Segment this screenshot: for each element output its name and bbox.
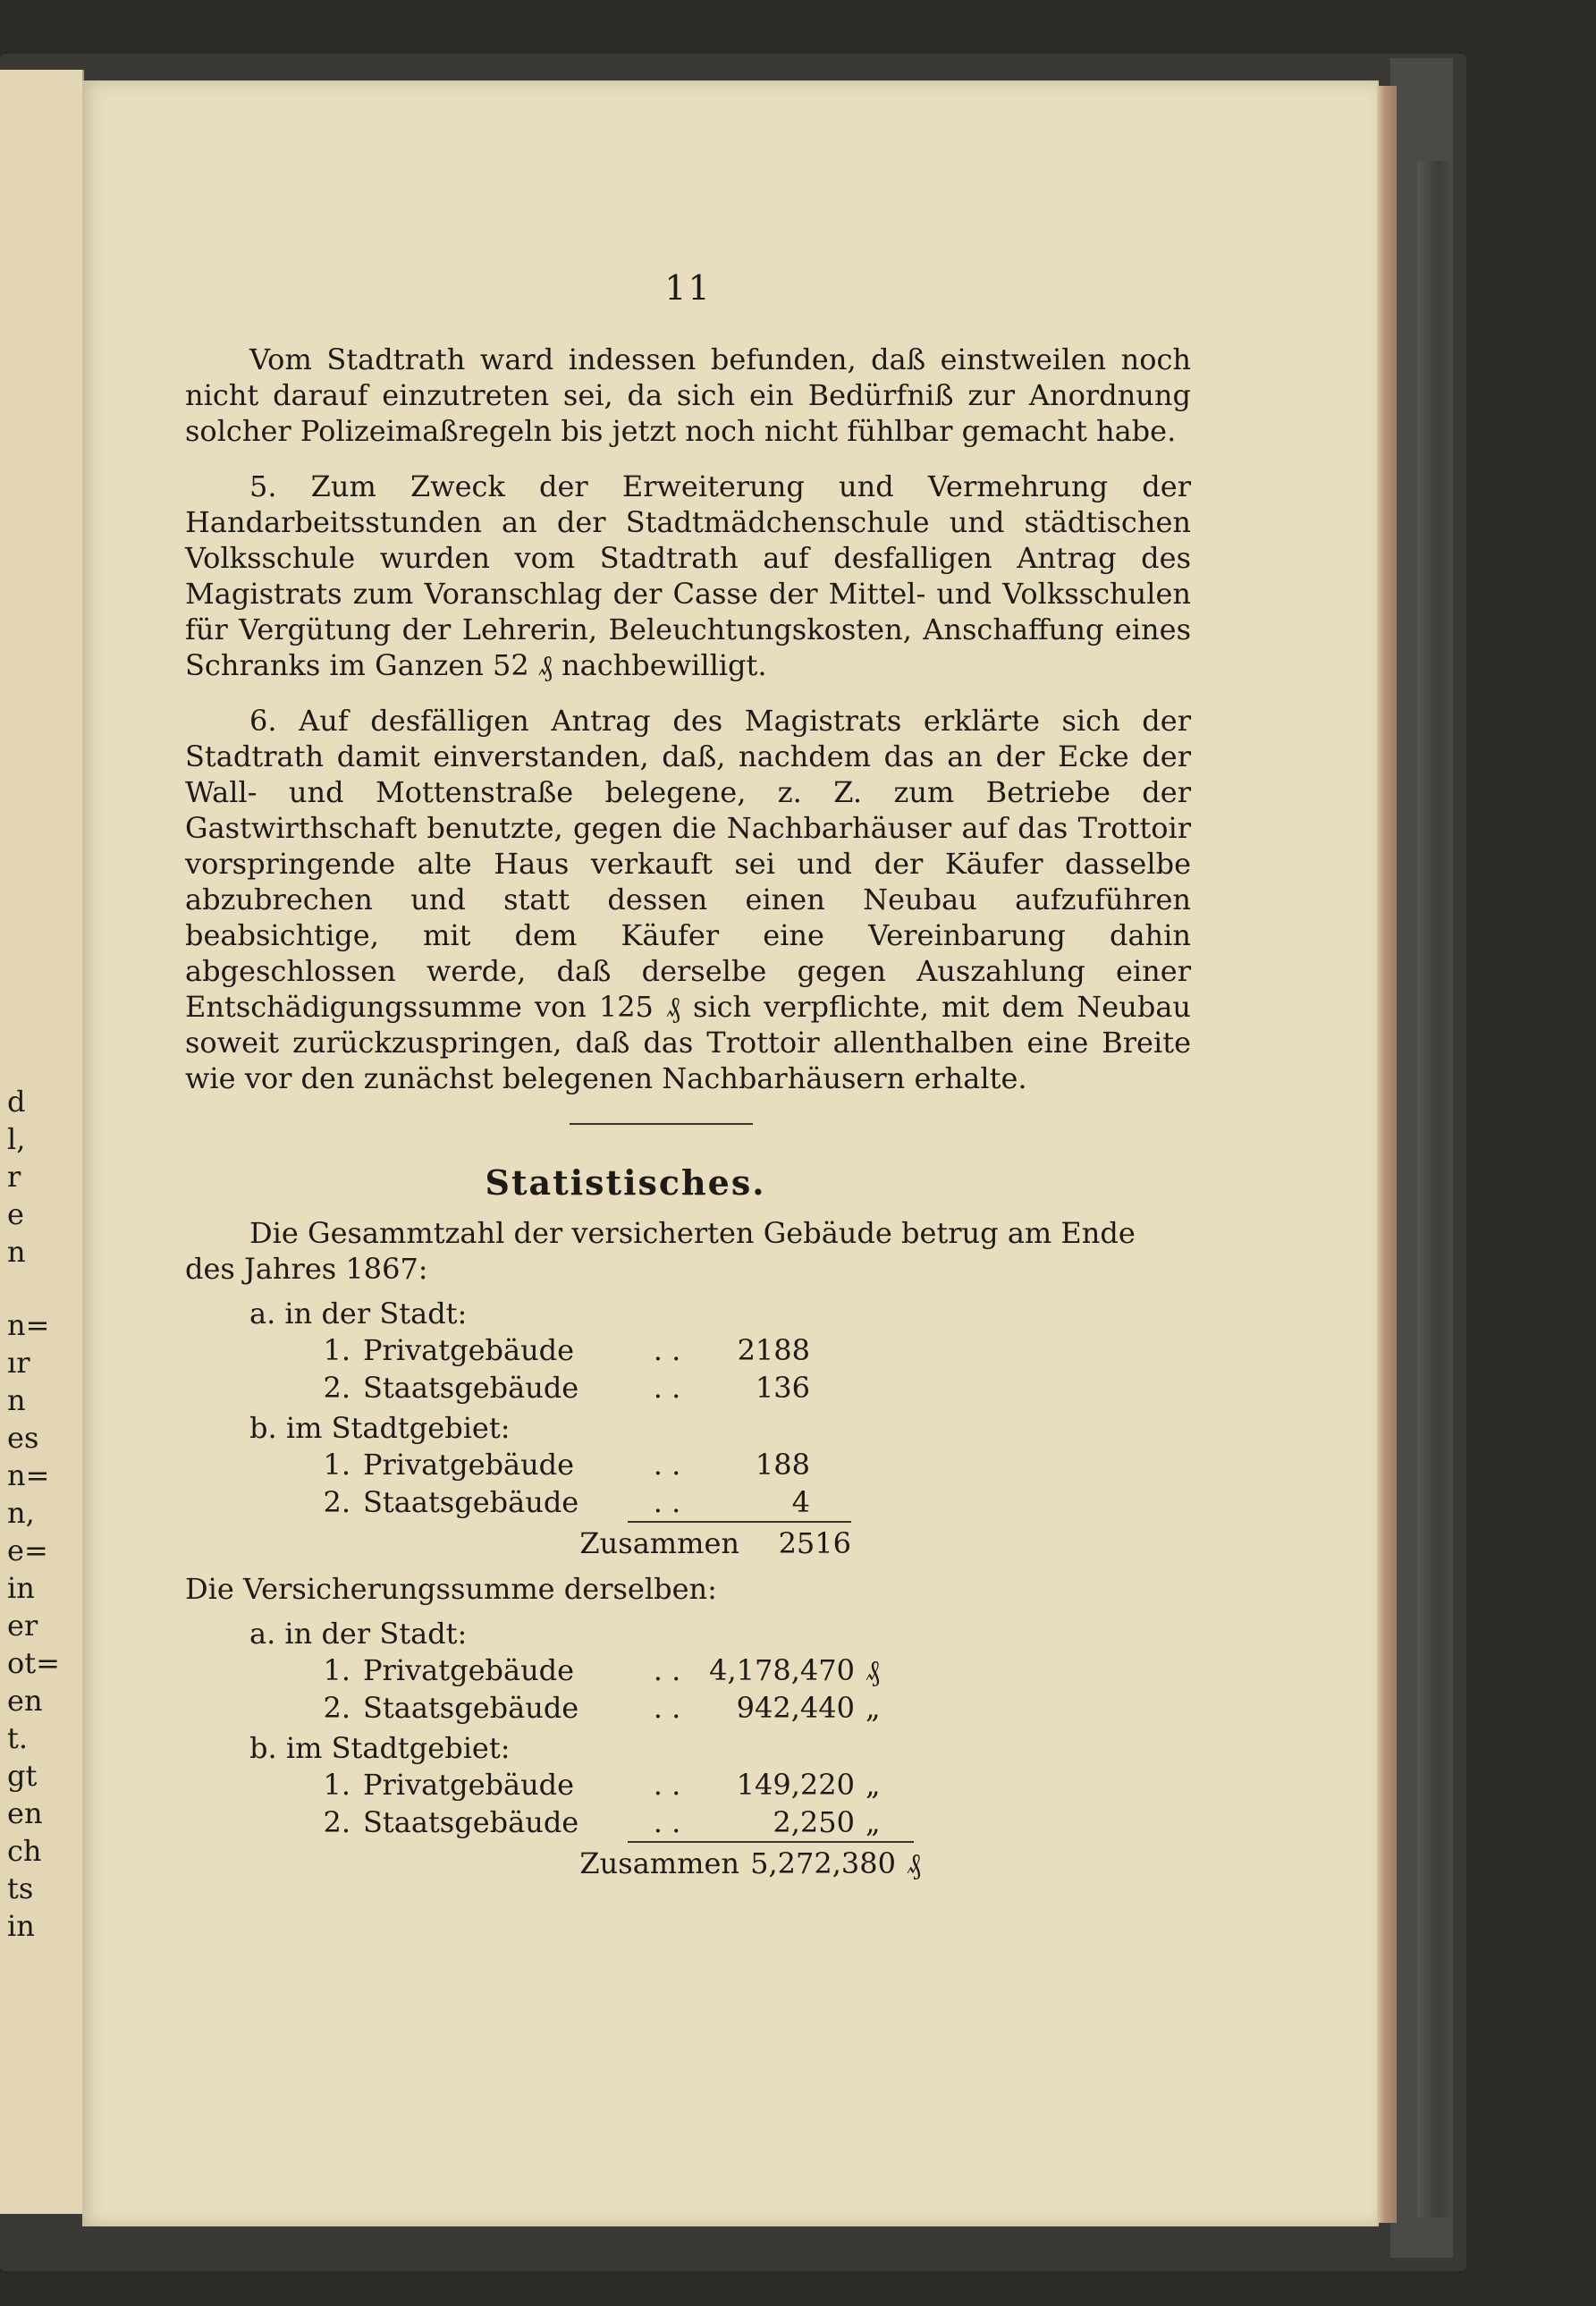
row-value: 136 xyxy=(755,1371,810,1405)
total-value: 5,272,380 xyxy=(750,1846,896,1880)
group-label: b. im Stadtgebiet: xyxy=(249,1731,511,1765)
section-divider xyxy=(570,1123,753,1125)
row-dots: . . xyxy=(653,1371,681,1405)
row-dots: . . xyxy=(653,1768,681,1802)
row-number: 1. xyxy=(323,1333,350,1367)
row-dots: . . xyxy=(653,1653,681,1687)
row-number: 2. xyxy=(323,1805,350,1839)
left-margin-fragment: en xyxy=(7,1796,43,1830)
left-margin-fragment: ır xyxy=(7,1346,30,1380)
row-dots: . . xyxy=(653,1485,681,1519)
row-number: 1. xyxy=(323,1448,350,1482)
row-number: 2. xyxy=(323,1371,350,1405)
row-value: 942,440 xyxy=(736,1691,855,1725)
row-number: 1. xyxy=(323,1653,350,1687)
total-label: Zusammen xyxy=(579,1526,739,1560)
left-margin-fragment: gt xyxy=(7,1759,38,1793)
page-number: 11 xyxy=(664,268,712,308)
insurance-total xyxy=(561,1843,1191,1884)
buildings-intro: Die Gesammtzahl der versicherten Gebäude betrug am Ende des Jahres 1867: xyxy=(185,1216,1136,1286)
left-page-edge xyxy=(0,70,84,2214)
table-row xyxy=(306,1483,1191,1521)
row-number: 1. xyxy=(323,1768,350,1802)
row-dots: . . xyxy=(653,1691,681,1725)
left-margin-fragment: r xyxy=(7,1160,21,1194)
left-margin-fragment: en xyxy=(7,1684,43,1718)
section-heading: Statistisches. xyxy=(485,1162,766,1203)
table-row xyxy=(306,1689,1191,1727)
total-unit: ₰ xyxy=(907,1846,921,1880)
table-row xyxy=(306,1766,1191,1803)
left-margin-fragment: in xyxy=(7,1909,35,1943)
row-label: Staatsgebäude xyxy=(363,1805,579,1839)
row-label: Staatsgebäude xyxy=(363,1371,579,1405)
left-margin-fragment: n xyxy=(7,1235,26,1269)
row-dots: . . xyxy=(653,1448,681,1482)
left-margin-fragment: ch xyxy=(7,1834,42,1868)
page-edge xyxy=(1377,86,1397,2223)
insurance-table xyxy=(185,1571,1191,1884)
buildings-total xyxy=(561,1523,1191,1564)
row-unit: ₰ xyxy=(866,1653,880,1687)
row-label: Staatsgebäude xyxy=(363,1485,579,1519)
row-value: 188 xyxy=(755,1448,810,1482)
group-label: a. in der Stadt: xyxy=(249,1617,468,1651)
row-label: Staatsgebäude xyxy=(363,1691,579,1725)
page-content xyxy=(185,268,1191,1884)
table-row xyxy=(306,1651,1191,1689)
left-margin-fragment: n xyxy=(7,1383,26,1417)
left-margin-fragment: er xyxy=(7,1609,38,1643)
row-number: 2. xyxy=(323,1485,350,1519)
row-value: 2,250 xyxy=(773,1805,855,1839)
row-label: Privatgebäude xyxy=(363,1768,575,1802)
left-margin-fragment: es xyxy=(7,1421,39,1455)
left-margin-fragment: n= xyxy=(7,1308,50,1342)
paragraph-item-5: 5. Zum Zweck der Erweiterung und Vermehrung der Handarbeitsstunden an der Stadtmädchenschule und städtischen Volksschule wurden vom Stadtrath auf desfalligen Antrag des Magistrats zum Voranschlag der Casse der Mittel- und Volksschulen für Vergütung der Lehrerin, Beleuchtungskosten, Anschaffung eines Schranks im Ganzen 52 ₰ nachbewilligt. xyxy=(185,469,1191,682)
left-margin-fragment: in xyxy=(7,1571,35,1605)
row-label: Privatgebäude xyxy=(363,1653,575,1687)
row-value: 4,178,470 xyxy=(709,1653,855,1687)
spine-texture xyxy=(1417,161,1453,2217)
table-row xyxy=(306,1331,1191,1369)
left-margin-fragment: ts xyxy=(7,1871,34,1905)
row-label: Privatgebäude xyxy=(363,1448,575,1482)
row-dots: . . xyxy=(653,1333,681,1367)
row-unit: „ xyxy=(866,1805,881,1839)
row-value: 149,220 xyxy=(736,1768,855,1802)
left-margin-fragment: t. xyxy=(7,1721,29,1755)
insurance-intro: Die Versicherungssumme derselben: xyxy=(185,1572,717,1606)
left-margin-fragment: e xyxy=(7,1197,24,1231)
row-unit: „ xyxy=(866,1768,881,1802)
document-page xyxy=(82,80,1379,2226)
total-label: Zusammen xyxy=(579,1846,739,1880)
row-value: 4 xyxy=(791,1485,810,1519)
table-row xyxy=(306,1369,1191,1406)
left-margin-fragment: l, xyxy=(7,1122,26,1156)
paragraph-item-6: 6. Auf desfälligen Antrag des Magistrats erklärte sich der Stadtrath damit einverstanden, daß, nachdem das an der Ecke der Wall- und Mottenstraße belegene, z. Z. zum Betriebe der Gastwirthschaft benutzte, gegen die Nachbarhäuser auf das Trottoir vorspringende alte Haus verkauft sei und der Käufer dasselbe abzubrechen und statt dessen einen Neubau aufzuführen beabsichtige, mit dem Käufer eine Vereinbarung dahin abgeschlossen werde, daß derselbe gegen Auszahlung einer Entschädigungssumme von 125 ₰ sich verpflichte, mit dem Neubau soweit zurückzuspringen, daß das Trottoir allenthalben eine Breite wie vor den zunächst belegenen Nachbarhäusern erhalte. xyxy=(185,704,1191,1095)
row-unit: „ xyxy=(866,1691,881,1725)
buildings-table xyxy=(185,1215,1191,1564)
group-label: a. in der Stadt: xyxy=(249,1297,468,1330)
left-margin-fragment: ot= xyxy=(7,1646,60,1680)
paragraph-continuation: Vom Stadtrath ward indessen befunden, daß einstweilen noch nicht darauf einzutreten sei, da sich ein Bedürfniß zur Anordnung solcher Polizeimaßregeln bis jetzt noch nicht fühlbar gemacht habe. xyxy=(185,342,1191,448)
row-number: 2. xyxy=(323,1691,350,1725)
group-label: b. im Stadtgebiet: xyxy=(249,1411,511,1445)
table-row xyxy=(306,1446,1191,1483)
row-value: 2188 xyxy=(737,1333,810,1367)
total-value: 2516 xyxy=(778,1526,851,1560)
left-margin-fragment: e= xyxy=(7,1533,48,1567)
left-margin-fragment: n= xyxy=(7,1458,50,1492)
left-margin-fragment: d xyxy=(7,1085,26,1119)
table-row xyxy=(306,1803,1191,1841)
left-margin-fragment: n, xyxy=(7,1496,35,1530)
left-margin-fragments xyxy=(0,70,82,2214)
row-label: Privatgebäude xyxy=(363,1333,575,1367)
row-dots: . . xyxy=(653,1805,681,1839)
